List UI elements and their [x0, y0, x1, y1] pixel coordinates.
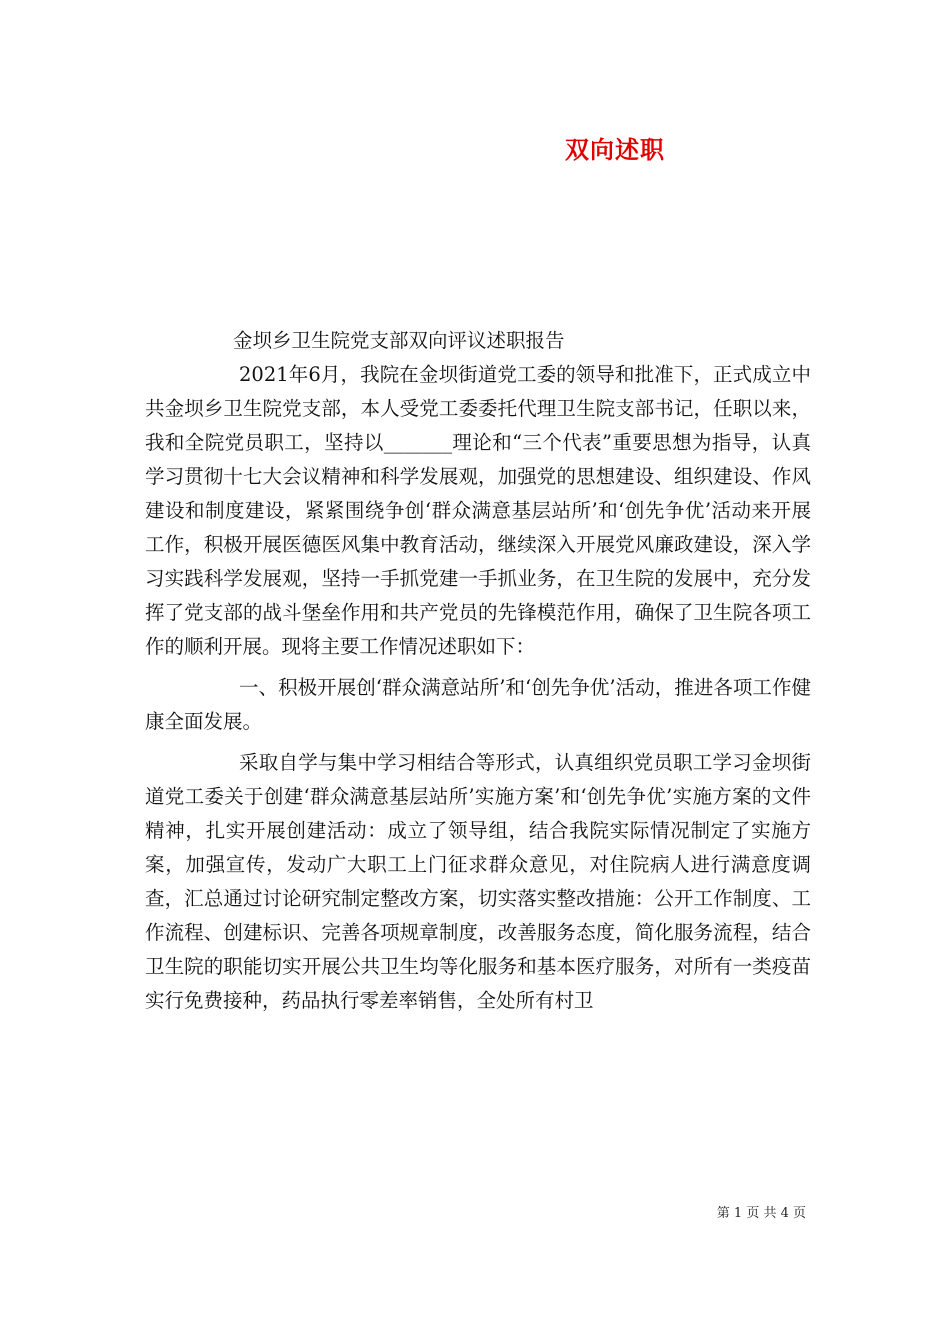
document-title: 双向述职 — [565, 135, 665, 164]
section-heading-1: 一、积极开展创‘群众满意站所’和‘创先争优’活动，推进各项工作健康全面发展。 — [145, 676, 811, 733]
document-body — [145, 324, 811, 1018]
page-number-footer: 第 1 页 共 4 页 — [716, 1206, 806, 1221]
report-subtitle: 金坝乡卫生院党支部双向评议述职报告 — [233, 329, 565, 352]
paragraph-2: 采取自学与集中学习相结合等形式，认真组织党员职工学习金坝街道党工委关于创建‘群众满意基层站所’实施方案’和‘创先争优’实施方案的文件精神，扎实开展创建活动：成立了领导组，结合我院实际情况制定了实施方案，加强宣传，发动广大职工上门征求群众意见，对住院病人进行满意度调查，汇总通过讨论研究制定整改方案，切实落实整改措施：公开工作制度、工作流程、创建标识、完善各项规章制度，改善服务态度，简化服务流程，结合卫生院的职能切实开展公共卫生均等化服务和基本医疗服务，对所有一类疫苗实行免费接种，药品执行零差率销售，全处所有村卫 — [145, 751, 811, 1012]
paragraph-1: 2021年6月，我院在金坝街道党工委的领导和批准下，正式成立中共金坝乡卫生院党支部，本人受党工委委托代理卫生院支部书记，任职以来，我和全院党员职工，坚持以_______理论和“三个代表”重要思想为指导，认真学习贯彻十七大会议精神和科学发展观，加强党的思想建设、组织建设、作风建设和制度建设，紧紧围绕争创‘群众满意基层站所’和‘创先争优’活动来开展工作，积极开展医德医风集中教育活动，继续深入开展党风廉政建设，深入学习实践科学发展观，坚持一手抓党建一手抓业务，在卫生院的发展中，充分发挥了党支部的战斗堡垒作用和共产党员的先锋模范作用，确保了卫生院各项工作的顺利开展。现将主要工作情况述职如下： — [145, 363, 811, 658]
